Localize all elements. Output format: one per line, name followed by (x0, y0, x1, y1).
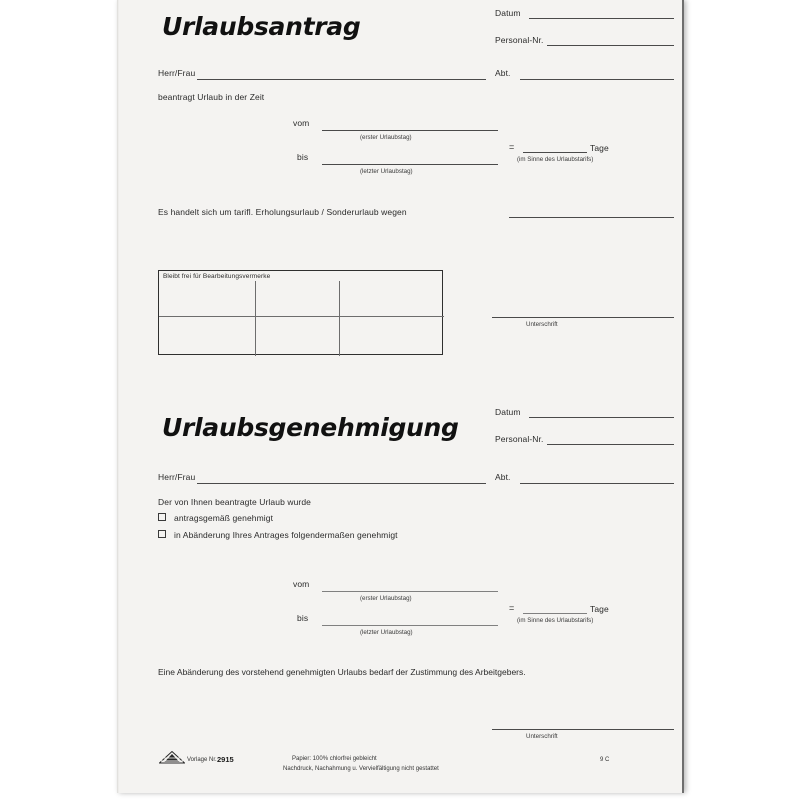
approval-signature-line[interactable] (492, 729, 674, 730)
request-from-label: vom (293, 118, 310, 128)
checkbox-approved-as-requested-label: antragsgemäß genehmigt (174, 513, 274, 523)
request-days-label: Tage (590, 143, 609, 153)
request-person-line[interactable] (197, 79, 486, 80)
rnk-logo-icon (159, 751, 185, 764)
request-days-hint: (im Sinne des Urlaubstarifs) (517, 156, 594, 163)
approval-days-line[interactable] (523, 613, 587, 614)
processing-remarks-box[interactable] (158, 270, 443, 355)
approval-intro-text: Der von Ihnen beantragte Urlaub wurde (158, 497, 312, 507)
request-date-label: Datum (495, 8, 521, 18)
approval-notice-text: Eine Abänderung des vorstehend genehmigten Urlaubs bedarf der Zustimmung des Arbeitgebers. (158, 667, 526, 677)
approval-dept-label: Abt. (495, 472, 511, 482)
request-to-line[interactable] (322, 164, 498, 165)
approval-person-label: Herr/Frau (158, 472, 196, 482)
request-equals-sign: = (509, 142, 515, 152)
approval-from-label: vom (293, 579, 310, 589)
approval-days-hint: (im Sinne des Urlaubstarifs) (517, 617, 594, 624)
approval-to-label: bis (297, 613, 309, 623)
remarks-divider-vertical-2 (339, 281, 340, 356)
request-reason-label: Es handelt sich um tarifl. Erholungsurlaub / Sonderurlaub wegen (158, 207, 407, 217)
request-days-line[interactable] (523, 152, 587, 153)
remarks-divider-vertical-1 (255, 281, 256, 356)
request-reason-line[interactable] (509, 217, 674, 218)
approval-signature-label: Unterschrift (526, 733, 558, 740)
approval-equals-sign: = (509, 603, 515, 613)
footer-paper-note: Papier: 100% chlorfrei gebleicht (292, 756, 377, 762)
footer-copyright-note: Nachdruck, Nachahmung u. Vervielfältigung nicht gestattet (283, 766, 439, 772)
approval-to-line[interactable] (322, 625, 498, 626)
approval-person-line[interactable] (197, 483, 486, 484)
request-to-label: bis (297, 152, 309, 162)
request-signature-label: Unterschrift (526, 321, 558, 328)
request-personnel-no-line[interactable] (547, 45, 674, 46)
processing-remarks-label: Bleibt frei für Bearbeitungsvermerke (163, 273, 271, 280)
approval-days-label: Tage (590, 604, 609, 614)
approval-to-hint: (letzter Urlaubstag) (360, 629, 413, 636)
checkbox-approved-with-changes[interactable] (158, 530, 166, 538)
page-title-request: Urlaubsantrag (162, 12, 361, 41)
request-from-hint: (erster Urlaubstag) (360, 134, 412, 141)
approval-from-line[interactable] (322, 591, 498, 592)
approval-personnel-no-line[interactable] (547, 444, 674, 445)
approval-dept-line[interactable] (520, 483, 674, 484)
request-personnel-no-label: Personal-Nr. (495, 35, 544, 45)
approval-personnel-no-label: Personal-Nr. (495, 434, 544, 444)
page-title-approval: Urlaubsgenehmigung (162, 413, 459, 442)
request-person-label: Herr/Frau (158, 68, 196, 78)
approval-from-hint: (erster Urlaubstag) (360, 595, 412, 602)
request-date-line[interactable] (529, 18, 674, 19)
approval-date-label: Datum (495, 407, 521, 417)
footer-form-label: Vorlage Nr. (187, 757, 217, 763)
checkbox-approved-as-requested[interactable] (158, 513, 166, 521)
form-sheet (117, 0, 684, 793)
request-from-line[interactable] (322, 130, 498, 131)
request-to-hint: (letzter Urlaubstag) (360, 168, 413, 175)
footer-form-number: 2915 (217, 755, 234, 764)
request-dept-line[interactable] (520, 79, 674, 80)
checkbox-approved-with-changes-label: in Abänderung Ihres Antrages folgendermaßen genehmigt (174, 530, 398, 540)
approval-date-line[interactable] (529, 417, 674, 418)
request-dept-label: Abt. (495, 68, 511, 78)
footer-code: 9 C (600, 757, 610, 763)
request-intro-text: beantragt Urlaub in der Zeit (158, 92, 265, 102)
remarks-divider-horizontal (159, 316, 444, 317)
request-signature-line[interactable] (492, 317, 674, 318)
form-content (117, 0, 682, 793)
